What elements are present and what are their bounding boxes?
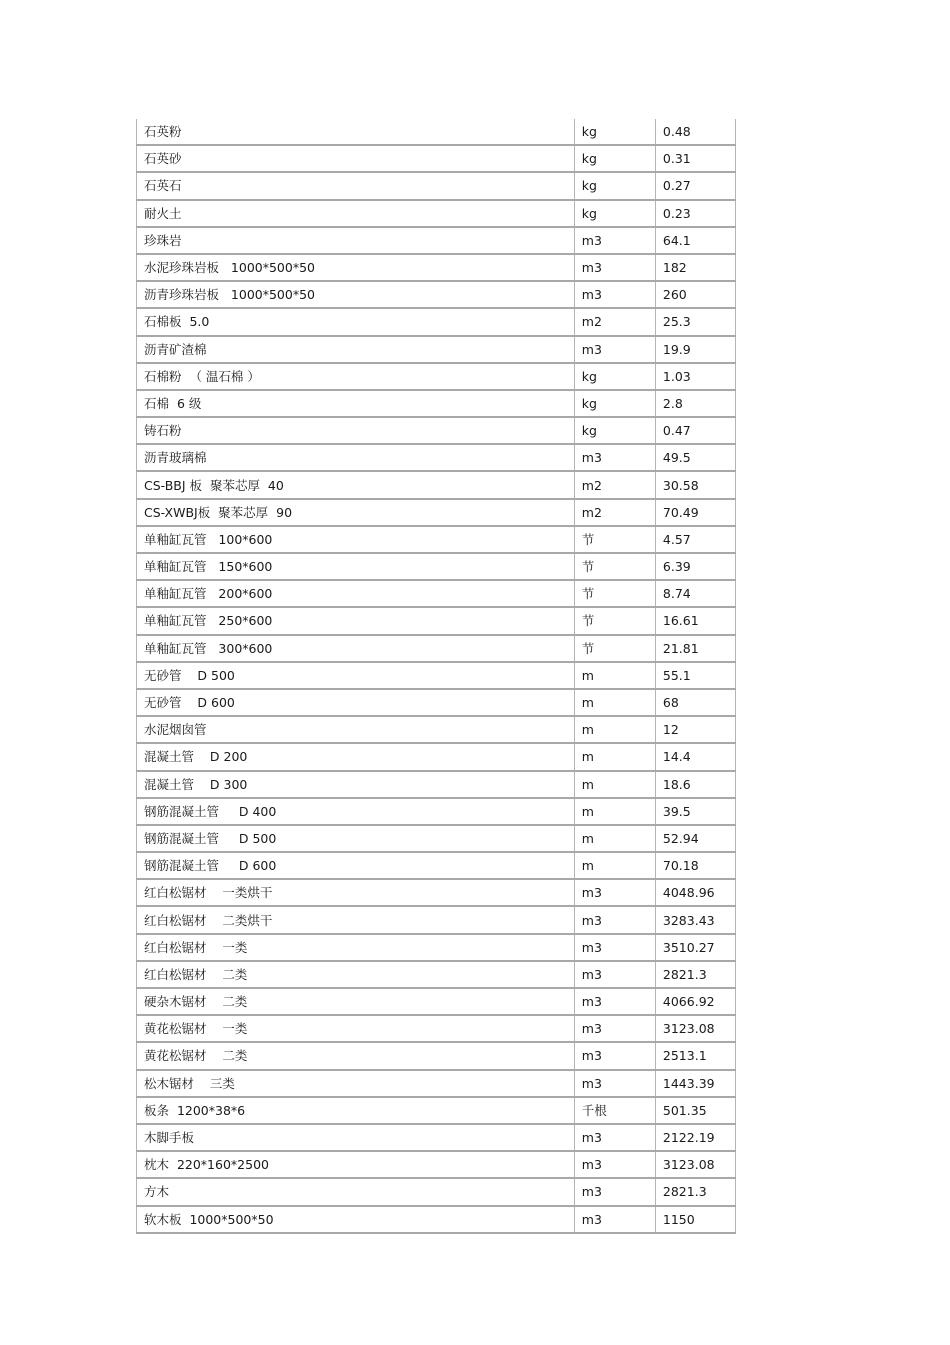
unit-cell: m3	[574, 1124, 655, 1151]
table-row	[137, 988, 736, 1015]
unit-cell: 节	[574, 526, 655, 553]
table-row	[137, 1124, 736, 1151]
price-cell: 70.18	[655, 852, 735, 879]
unit-cell: m	[574, 716, 655, 743]
material-name-cell: 红白松锯材 二类	[137, 961, 575, 988]
unit-cell: 节	[574, 635, 655, 662]
table-row	[137, 1178, 736, 1205]
table-row	[137, 390, 736, 417]
price-cell: 18.6	[655, 771, 735, 798]
material-name-cell: 无砂管 D 600	[137, 689, 575, 716]
unit-cell: 节	[574, 580, 655, 607]
price-cell: 12	[655, 716, 735, 743]
unit-cell: kg	[574, 390, 655, 417]
unit-cell: m3	[574, 444, 655, 471]
unit-cell: m3	[574, 988, 655, 1015]
material-name-cell: 木脚手板	[137, 1124, 575, 1151]
price-cell: 2821.3	[655, 961, 735, 988]
table-row	[137, 119, 736, 145]
material-name-cell: 石棉板 5.0	[137, 308, 575, 335]
material-name-cell: CS-BBJ 板 聚苯芯厚 40	[137, 471, 575, 498]
price-cell: 19.9	[655, 336, 735, 363]
price-cell: 39.5	[655, 798, 735, 825]
material-name-cell: 水泥烟囱管	[137, 716, 575, 743]
unit-cell: m	[574, 798, 655, 825]
price-cell: 30.58	[655, 471, 735, 498]
material-name-cell: 硬杂木锯材 二类	[137, 988, 575, 1015]
price-cell: 2821.3	[655, 1178, 735, 1205]
material-name-cell: 沥青矿渣棉	[137, 336, 575, 363]
unit-cell: m3	[574, 1178, 655, 1205]
price-cell: 64.1	[655, 227, 735, 254]
material-name-cell: 单釉缸瓦管 300*600	[137, 635, 575, 662]
material-name-cell: 钢筋混凝土管 D 400	[137, 798, 575, 825]
unit-cell: m3	[574, 1206, 655, 1233]
material-name-cell: 单釉缸瓦管 100*600	[137, 526, 575, 553]
unit-cell: kg	[574, 363, 655, 390]
material-name-cell: 石棉 6 级	[137, 390, 575, 417]
table-row	[137, 1151, 736, 1178]
unit-cell: kg	[574, 119, 655, 145]
material-name-cell: 无砂管 D 500	[137, 662, 575, 689]
table-row	[137, 444, 736, 471]
table-row	[137, 580, 736, 607]
material-name-cell: 混凝土管 D 200	[137, 743, 575, 770]
material-name-cell: 黄花松锯材 一类	[137, 1015, 575, 1042]
material-name-cell: 珍珠岩	[137, 227, 575, 254]
table-row	[137, 934, 736, 961]
table-row	[137, 363, 736, 390]
unit-cell: m2	[574, 499, 655, 526]
unit-cell: m3	[574, 1015, 655, 1042]
table-row	[137, 798, 736, 825]
price-cell: 182	[655, 254, 735, 281]
material-name-cell: 单釉缸瓦管 200*600	[137, 580, 575, 607]
price-cell: 3123.08	[655, 1151, 735, 1178]
table-row	[137, 281, 736, 308]
price-cell: 3123.08	[655, 1015, 735, 1042]
table-row	[137, 1042, 736, 1069]
unit-cell: m	[574, 662, 655, 689]
unit-cell: m3	[574, 254, 655, 281]
material-name-cell: CS-XWBJ板 聚苯芯厚 90	[137, 499, 575, 526]
price-cell: 501.35	[655, 1097, 735, 1124]
unit-cell: m3	[574, 906, 655, 933]
price-cell: 0.31	[655, 145, 735, 172]
price-cell: 2122.19	[655, 1124, 735, 1151]
table-row	[137, 172, 736, 199]
material-name-cell: 黄花松锯材 二类	[137, 1042, 575, 1069]
material-name-cell: 沥青玻璃棉	[137, 444, 575, 471]
price-cell: 6.39	[655, 553, 735, 580]
table-row	[137, 417, 736, 444]
unit-cell: m2	[574, 471, 655, 498]
unit-cell: m3	[574, 281, 655, 308]
material-name-cell: 沥青珍珠岩板 1000*500*50	[137, 281, 575, 308]
material-name-cell: 耐火土	[137, 200, 575, 227]
price-cell: 0.47	[655, 417, 735, 444]
price-cell: 0.48	[655, 119, 735, 145]
price-cell: 49.5	[655, 444, 735, 471]
material-name-cell: 软木板 1000*500*50	[137, 1206, 575, 1233]
price-cell: 4.57	[655, 526, 735, 553]
price-cell: 14.4	[655, 743, 735, 770]
unit-cell: 节	[574, 553, 655, 580]
unit-cell: m	[574, 852, 655, 879]
price-cell: 8.74	[655, 580, 735, 607]
table-row	[137, 227, 736, 254]
table-row	[137, 635, 736, 662]
table-row	[137, 499, 736, 526]
table-row	[137, 771, 736, 798]
material-name-cell: 方木	[137, 1178, 575, 1205]
table-row	[137, 716, 736, 743]
table-row	[137, 607, 736, 634]
table-row	[137, 689, 736, 716]
material-name-cell: 石英石	[137, 172, 575, 199]
price-cell: 1.03	[655, 363, 735, 390]
material-price-table	[136, 119, 736, 1234]
unit-cell: m3	[574, 961, 655, 988]
table-row	[137, 336, 736, 363]
material-name-cell: 水泥珍珠岩板 1000*500*50	[137, 254, 575, 281]
unit-cell: m2	[574, 308, 655, 335]
table-row	[137, 145, 736, 172]
price-cell: 0.23	[655, 200, 735, 227]
material-name-cell: 板条 1200*38*6	[137, 1097, 575, 1124]
price-cell: 70.49	[655, 499, 735, 526]
price-cell: 52.94	[655, 825, 735, 852]
table-row	[137, 553, 736, 580]
price-cell: 1443.39	[655, 1070, 735, 1097]
material-name-cell: 红白松锯材 二类烘干	[137, 906, 575, 933]
price-cell: 1150	[655, 1206, 735, 1233]
table-row	[137, 662, 736, 689]
unit-cell: kg	[574, 145, 655, 172]
table-row	[137, 743, 736, 770]
table-row	[137, 200, 736, 227]
unit-cell: m3	[574, 1042, 655, 1069]
table-row	[137, 825, 736, 852]
price-cell: 2513.1	[655, 1042, 735, 1069]
unit-cell: m3	[574, 1070, 655, 1097]
price-cell: 16.61	[655, 607, 735, 634]
unit-cell: m3	[574, 227, 655, 254]
price-cell: 55.1	[655, 662, 735, 689]
material-name-cell: 石棉粉 （ 温石棉 ）	[137, 363, 575, 390]
unit-cell: kg	[574, 200, 655, 227]
unit-cell: kg	[574, 417, 655, 444]
price-cell: 21.81	[655, 635, 735, 662]
price-cell: 2.8	[655, 390, 735, 417]
unit-cell: m	[574, 689, 655, 716]
price-cell: 68	[655, 689, 735, 716]
material-name-cell: 枕木 220*160*2500	[137, 1151, 575, 1178]
price-cell: 3283.43	[655, 906, 735, 933]
material-name-cell: 石英粉	[137, 119, 575, 145]
table-row	[137, 471, 736, 498]
price-cell: 4048.96	[655, 879, 735, 906]
price-cell: 3510.27	[655, 934, 735, 961]
unit-cell: m3	[574, 1151, 655, 1178]
material-name-cell: 石英砂	[137, 145, 575, 172]
material-name-cell: 钢筋混凝土管 D 600	[137, 852, 575, 879]
table-row	[137, 1015, 736, 1042]
unit-cell: m	[574, 771, 655, 798]
unit-cell: kg	[574, 172, 655, 199]
unit-cell: m3	[574, 879, 655, 906]
table-row	[137, 308, 736, 335]
unit-cell: m	[574, 825, 655, 852]
material-name-cell: 松木锯材 三类	[137, 1070, 575, 1097]
material-name-cell: 红白松锯材 一类烘干	[137, 879, 575, 906]
unit-cell: 千根	[574, 1097, 655, 1124]
table-row	[137, 1070, 736, 1097]
price-cell: 0.27	[655, 172, 735, 199]
unit-cell: m3	[574, 934, 655, 961]
table-row	[137, 1206, 736, 1233]
table-row	[137, 526, 736, 553]
table-row	[137, 1097, 736, 1124]
unit-cell: 节	[574, 607, 655, 634]
unit-cell: m3	[574, 336, 655, 363]
price-cell: 4066.92	[655, 988, 735, 1015]
material-name-cell: 铸石粉	[137, 417, 575, 444]
unit-cell: m	[574, 743, 655, 770]
price-cell: 260	[655, 281, 735, 308]
price-cell: 25.3	[655, 308, 735, 335]
material-name-cell: 单釉缸瓦管 250*600	[137, 607, 575, 634]
table-row	[137, 906, 736, 933]
material-name-cell: 单釉缸瓦管 150*600	[137, 553, 575, 580]
table-row	[137, 879, 736, 906]
table-row	[137, 961, 736, 988]
table-row	[137, 254, 736, 281]
table-body	[137, 119, 736, 1233]
material-name-cell: 混凝土管 D 300	[137, 771, 575, 798]
material-name-cell: 红白松锯材 一类	[137, 934, 575, 961]
table-row	[137, 852, 736, 879]
material-name-cell: 钢筋混凝土管 D 500	[137, 825, 575, 852]
